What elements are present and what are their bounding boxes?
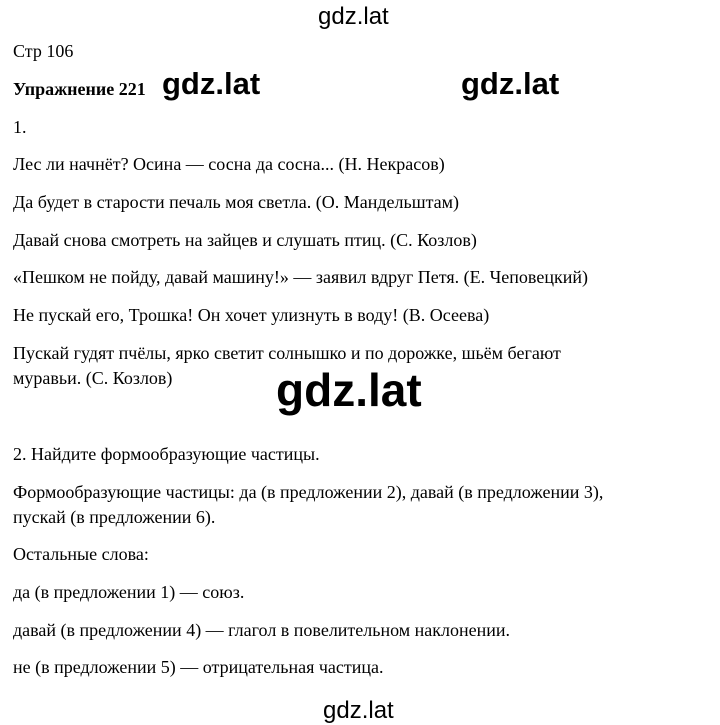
page-label: Стр 106 [13, 41, 74, 61]
other-item-3: не (в предложении 5) — отрицательная частица. [13, 657, 384, 677]
sentence-4: «Пешком не пойду, давай машину!» — заявил вдруг Петя. (Е. Чеповецкий) [13, 267, 588, 287]
sentence-2: Да будет в старости печаль моя светла. (О. Мандельштам) [13, 192, 460, 212]
sentence-3: Давай снова смотреть на зайцев и слушать птиц. (С. Козлов) [13, 230, 477, 250]
sentence-5: Не пускай его, Трошка! Он хочет улизнуть в воду! (В. Осеева) [13, 305, 490, 325]
sentence-1: Лес ли начнёт? Осина — сосна да сосна... (Н. Некрасов) [13, 154, 445, 174]
watermark-top: gdz.lat [318, 3, 389, 30]
watermark-left: gdz.lat [162, 66, 261, 101]
watermark-right: gdz.lat [461, 66, 560, 101]
other-item-1: да (в предложении 1) — союз. [13, 582, 245, 602]
exercise-title: Упражнение 221 [13, 79, 146, 99]
watermark-bottom: gdz.lat [323, 697, 394, 724]
answer-line-1: Формообразующие частицы: да (в предложении 2), давай (в предложении 3), [13, 482, 604, 502]
part1-number: 1. [13, 117, 27, 137]
part2-task: 2. Найдите формообразующие частицы. [13, 444, 320, 464]
sentence-6-line-2: муравьи. (С. Козлов) [13, 368, 173, 388]
answer-line-2: пускай (в предложении 6). [13, 507, 216, 527]
sentence-6-line-1: Пускай гудят пчёлы, ярко светит солнышко и по дорожке, шьём бегают [13, 343, 561, 363]
other-item-2: давай (в предложении 4) — глагол в повелительном наклонении. [13, 620, 511, 640]
watermark-center: gdz.lat [272, 363, 426, 417]
others-heading: Остальные слова: [13, 544, 149, 564]
